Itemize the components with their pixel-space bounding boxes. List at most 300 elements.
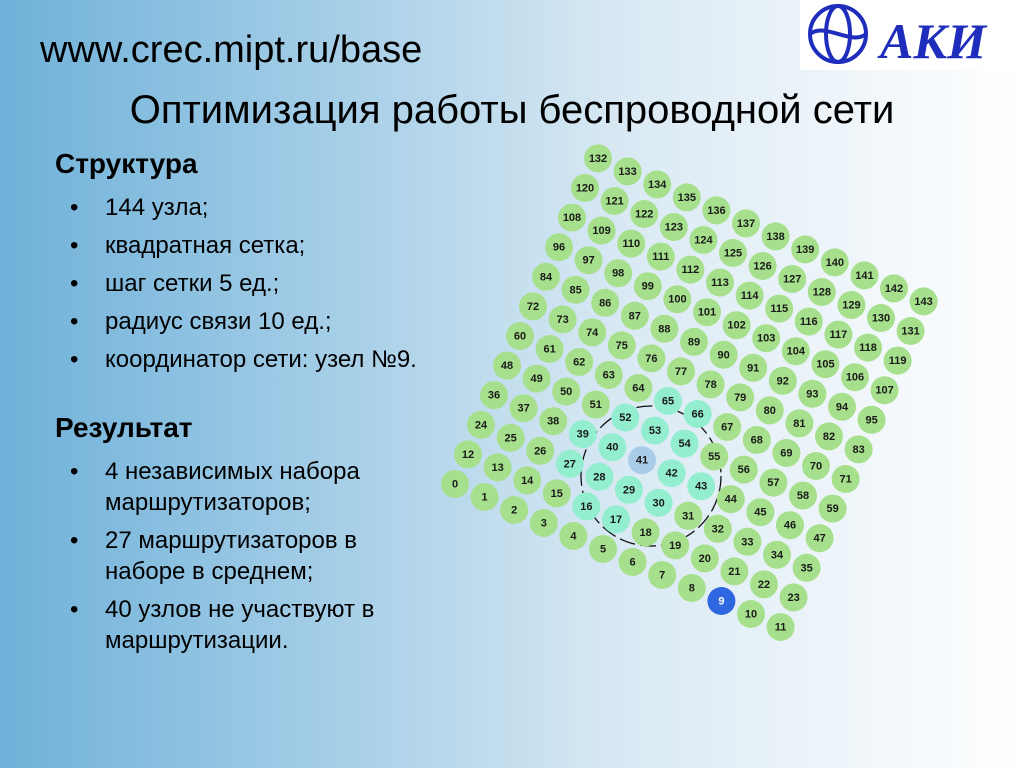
node-label: 78: [704, 378, 717, 391]
node-label: 136: [707, 204, 726, 217]
network-node: [897, 317, 925, 345]
network-node: [710, 341, 738, 369]
node-label: 95: [865, 414, 878, 427]
network-node: [884, 347, 912, 375]
node-label: 85: [569, 284, 582, 297]
node-label: 82: [822, 430, 836, 443]
network-node: [654, 387, 682, 415]
network-node: [824, 321, 852, 349]
node-label: 87: [628, 310, 641, 323]
structure-heading: Структура: [55, 148, 198, 179]
node-label: 135: [677, 191, 696, 204]
network-node: [523, 365, 551, 393]
node-label: 102: [727, 319, 746, 332]
network-node: [767, 613, 795, 641]
node-label: 67: [721, 421, 734, 434]
node-label: 22: [757, 578, 771, 591]
node-label: 88: [658, 323, 671, 336]
node-label: 93: [806, 388, 819, 401]
network-node: [785, 409, 813, 437]
node-label: 132: [588, 152, 608, 165]
node-label: 14: [521, 474, 534, 487]
slide-title: Оптимизация работы беспроводной сети: [129, 88, 895, 132]
network-node: [762, 222, 790, 250]
network-node: [493, 352, 521, 380]
node-label: 41: [635, 454, 649, 467]
network-node: [549, 305, 577, 333]
network-node: [604, 259, 632, 287]
network-node: [739, 354, 767, 382]
node-label: 110: [622, 238, 641, 251]
node-label: 91: [747, 362, 760, 375]
network-node: [565, 348, 593, 376]
node-label: 101: [697, 306, 717, 319]
node-label: 13: [491, 461, 504, 474]
node-label: 25: [504, 432, 517, 445]
node-label: 46: [783, 519, 797, 532]
network-node: [526, 437, 554, 465]
node-label: 137: [736, 217, 756, 230]
node-label: 63: [602, 369, 615, 382]
node-label: 112: [681, 264, 700, 277]
node-label: 105: [816, 358, 835, 371]
list-item: • радиус связи 10 ед.;: [70, 308, 332, 335]
node-label: 50: [560, 386, 573, 399]
node-label: 19: [669, 539, 682, 552]
bullet-icon: •: [70, 527, 79, 554]
node-label: 12: [461, 448, 475, 461]
node-label: 48: [500, 360, 514, 373]
node-label: 29: [622, 484, 636, 497]
node-label: 104: [786, 345, 805, 358]
node-label: 89: [687, 336, 701, 349]
network-node: [643, 170, 671, 198]
node-label: 81: [793, 417, 806, 430]
node-label: 123: [664, 221, 683, 234]
network-node: [585, 463, 613, 491]
node-label: 26: [534, 445, 547, 458]
network-node: [732, 209, 760, 237]
node-label: 68: [750, 434, 763, 447]
node-label: 106: [845, 371, 865, 384]
node-label: 100: [668, 293, 687, 306]
network-node: [759, 469, 787, 497]
node-label: 79: [734, 391, 747, 404]
node-label: 16: [580, 500, 593, 513]
network-node: [595, 361, 623, 389]
node-label: 32: [711, 523, 724, 536]
node-label: 86: [599, 297, 612, 310]
node-label: 142: [884, 282, 904, 295]
node-label: 130: [871, 312, 891, 325]
network-node: [700, 443, 728, 471]
node-label: 51: [589, 399, 602, 412]
network-node: [647, 243, 675, 271]
node-label: 76: [645, 352, 658, 365]
node-label: 140: [825, 256, 844, 269]
network-node: [671, 430, 699, 458]
node-label: 31: [682, 510, 695, 523]
node-label: 114: [740, 290, 759, 303]
node-label: 75: [615, 339, 628, 352]
node-label: 33: [741, 536, 754, 549]
node-label: 94: [835, 401, 849, 414]
node-label: 121: [605, 195, 624, 208]
node-label: 125: [723, 247, 743, 260]
network-node: [706, 269, 734, 297]
node-label: 57: [767, 477, 780, 490]
node-label: 139: [796, 243, 815, 256]
network-node: [641, 417, 669, 445]
node-label: 23: [787, 591, 800, 604]
node-label: 138: [766, 230, 785, 243]
network-node: [578, 318, 606, 346]
network-node: [837, 291, 865, 319]
node-label: 109: [592, 225, 611, 238]
network-node: [858, 406, 886, 434]
network-node: [621, 302, 649, 330]
node-label: 133: [618, 165, 637, 178]
node-label: 36: [487, 389, 501, 402]
network-node: [697, 370, 725, 398]
network-node: [702, 196, 730, 224]
network-node: [591, 289, 619, 317]
network-node: [730, 456, 758, 484]
network-node: [780, 583, 808, 611]
network-node: [619, 548, 647, 576]
network-node: [441, 470, 469, 498]
network-node: [562, 276, 590, 304]
list-item: • квадратная сетка;: [70, 232, 306, 259]
structure-list: [70, 192, 440, 382]
network-node: [871, 376, 899, 404]
globe-icon: [810, 6, 866, 62]
bullet-icon: •: [70, 270, 79, 297]
node-label: 124: [694, 234, 713, 247]
network-node: [648, 561, 676, 589]
network-node: [497, 424, 525, 452]
bullet-icon: •: [70, 232, 79, 259]
node-label: 6: [629, 556, 636, 569]
network-node: [467, 411, 495, 439]
network-node: [749, 252, 777, 280]
network-node: [480, 381, 508, 409]
node-label: 8: [688, 582, 695, 595]
network-node: [543, 479, 571, 507]
node-label: 20: [698, 552, 711, 565]
network-node: [832, 465, 860, 493]
network-node: [582, 391, 610, 419]
network-node: [674, 502, 702, 530]
node-label: 60: [513, 330, 527, 343]
network-node: [630, 200, 658, 228]
network-node: [704, 515, 732, 543]
node-label: 7: [659, 569, 666, 582]
network-node: [556, 450, 584, 478]
node-label: 4: [570, 530, 577, 543]
network-node: [819, 495, 847, 523]
result-list: [70, 456, 440, 663]
network-node: [598, 433, 626, 461]
aki-logo: [800, 0, 1024, 70]
node-label: 116: [799, 316, 818, 329]
node-label: 35: [800, 562, 813, 575]
network-node: [506, 322, 534, 350]
node-label: 71: [839, 473, 852, 486]
network-node: [484, 453, 512, 481]
site-url: www.crec.mipt.ru/base: [40, 29, 423, 71]
network-node: [589, 535, 617, 563]
node-label: 54: [678, 438, 691, 451]
network-node: [569, 420, 597, 448]
network-node: [736, 282, 764, 310]
node-label: 45: [754, 506, 767, 519]
node-label: 27: [563, 458, 576, 471]
network-node: [828, 393, 856, 421]
network-node: [733, 528, 761, 556]
network-node: [673, 183, 701, 211]
network-node: [880, 274, 908, 302]
network-node: [782, 337, 810, 365]
node-label: 53: [648, 425, 662, 438]
network-node: [558, 204, 586, 232]
network-node: [717, 485, 745, 513]
node-label: 127: [783, 273, 802, 286]
network-node: [720, 557, 748, 585]
network-node: [746, 498, 774, 526]
list-item: • 144 узла;: [70, 194, 209, 221]
network-node: [867, 304, 895, 332]
network-node: [684, 400, 712, 428]
node-label: 1: [481, 491, 488, 504]
network-node: [789, 482, 817, 510]
network-node: [660, 213, 688, 241]
node-label: 143: [914, 295, 933, 308]
network-node: [689, 226, 717, 254]
network-node: [691, 544, 719, 572]
network-node: [795, 308, 823, 336]
network-node: [617, 230, 645, 258]
network-node: [850, 261, 878, 289]
node-label: 80: [763, 404, 776, 417]
node-label: 43: [695, 480, 708, 493]
list-item: • 27 маршрутизаторов в наборе в среднем;: [70, 527, 358, 585]
node-label: 55: [708, 451, 721, 464]
node-label: 97: [582, 254, 595, 267]
node-label: 24: [474, 419, 488, 432]
node-label: 30: [652, 497, 665, 510]
network-node: [726, 383, 754, 411]
node-label: 83: [852, 443, 865, 456]
network-node: [769, 367, 797, 395]
list-item: • 4 независимых набора маршрутизаторов;: [70, 458, 360, 516]
network-node: [693, 298, 721, 326]
node-label: 17: [609, 513, 623, 526]
node-label: 92: [776, 375, 789, 388]
node-label: 2: [511, 504, 518, 517]
network-node: [752, 324, 780, 352]
list-item: • 40 узлов не участвуют в маршрутизации.: [70, 596, 375, 654]
node-label: 9: [718, 595, 725, 608]
network-node: [815, 422, 843, 450]
node-label: 44: [724, 493, 737, 506]
node-label: 47: [813, 532, 826, 545]
network-node: [667, 357, 695, 385]
node-label: 28: [593, 471, 606, 484]
network-node: [713, 413, 741, 441]
network-node: [743, 426, 771, 454]
network-node: [680, 328, 708, 356]
node-label: 58: [796, 490, 810, 503]
bullet-icon: •: [70, 458, 79, 485]
network-node: [645, 489, 673, 517]
network-node: [634, 272, 662, 300]
network-node: [539, 407, 567, 435]
node-label: 65: [661, 395, 675, 408]
network-node: [650, 315, 678, 343]
network-node: [575, 246, 603, 274]
node-label: 99: [641, 280, 654, 293]
network-node: [776, 511, 804, 539]
network-node: [559, 522, 587, 550]
network-node: [778, 265, 806, 293]
network-node: [854, 334, 882, 362]
network-node: [602, 505, 630, 533]
network-node: [588, 217, 616, 245]
node-label: 117: [829, 329, 848, 342]
network-node: [663, 285, 691, 313]
network-node: [841, 363, 869, 391]
network-node: [707, 587, 735, 615]
node-label: 84: [539, 271, 553, 284]
network-node: [624, 374, 652, 402]
node-label: 34: [770, 549, 784, 562]
node-label: 49: [530, 373, 543, 386]
bullet-icon: •: [70, 194, 79, 221]
network-node: [536, 335, 564, 363]
node-label: 111: [652, 251, 670, 264]
network-node: [571, 174, 599, 202]
network-node: [513, 466, 541, 494]
network-node: [471, 483, 499, 511]
network-node: [614, 157, 642, 185]
node-label: 90: [717, 349, 730, 362]
logo-text: АКИ: [880, 13, 987, 69]
node-label: 141: [855, 269, 874, 282]
bullet-icon: •: [70, 596, 79, 623]
node-label: 56: [737, 464, 750, 477]
list-item: • координатор сети: узел №9.: [70, 346, 417, 373]
network-node: [532, 263, 560, 291]
network-node: [756, 396, 784, 424]
node-label: 70: [809, 460, 823, 473]
node-label: 128: [812, 286, 831, 299]
node-label: 108: [562, 212, 582, 225]
node-label: 15: [550, 487, 563, 500]
network-node: [615, 476, 643, 504]
network-node: [808, 278, 836, 306]
node-label: 134: [648, 178, 667, 191]
node-label: 40: [606, 441, 619, 454]
node-label: 11: [774, 621, 787, 634]
network-node: [637, 344, 665, 372]
network-node: [628, 446, 656, 474]
node-label: 21: [728, 565, 741, 578]
network-node: [821, 248, 849, 276]
bullet-icon: •: [70, 308, 79, 335]
node-label: 103: [757, 332, 776, 345]
node-label: 119: [888, 355, 907, 368]
node-label: 113: [711, 277, 729, 290]
network-node: [802, 452, 830, 480]
network-node: [678, 574, 706, 602]
network-node: [793, 554, 821, 582]
node-label: 77: [674, 365, 688, 378]
network-node: [811, 350, 839, 378]
node-label: 126: [753, 260, 772, 273]
network-node: [454, 440, 482, 468]
network-node: [658, 459, 686, 487]
node-label: 107: [875, 384, 894, 397]
network-node: [545, 233, 573, 261]
network-node: [910, 287, 938, 315]
network-node: [798, 380, 826, 408]
node-label: 72: [526, 300, 540, 313]
network-node: [530, 509, 558, 537]
network-node: [845, 435, 873, 463]
node-label: 122: [635, 208, 654, 221]
node-label: 59: [826, 503, 839, 516]
node-label: 10: [744, 608, 758, 621]
network-node: [763, 541, 791, 569]
node-label: 0: [451, 478, 459, 491]
node-label: 61: [543, 343, 556, 356]
node-label: 74: [586, 326, 599, 339]
result-heading: Результат: [55, 412, 193, 443]
node-label: 52: [619, 412, 632, 425]
network-node: [765, 295, 793, 323]
node-label: 37: [517, 402, 530, 415]
node-label: 38: [547, 415, 560, 428]
node-label: 131: [901, 325, 920, 338]
node-label: 42: [665, 467, 678, 480]
node-label: 5: [599, 543, 607, 556]
node-label: 118: [859, 342, 877, 355]
network-node: [519, 292, 547, 320]
node-label: 3: [540, 517, 547, 530]
network-node: [806, 524, 834, 552]
node-label: 39: [576, 428, 589, 441]
network-node: [772, 439, 800, 467]
network-node: [723, 311, 751, 339]
node-label: 129: [842, 299, 861, 312]
network-node: [791, 235, 819, 263]
network-node: [572, 492, 600, 520]
network-node: [676, 256, 704, 284]
network-node: [611, 404, 639, 432]
node-label: 115: [770, 303, 789, 316]
node-label: 120: [575, 182, 595, 195]
node-label: 73: [556, 313, 569, 326]
node-label: 66: [691, 408, 704, 421]
network-node: [737, 600, 765, 628]
network-node: [632, 518, 660, 546]
network-node: [584, 144, 612, 172]
network-node: [687, 472, 715, 500]
node-label: 96: [552, 241, 566, 254]
node-label: 64: [632, 382, 645, 395]
network-node: [661, 531, 689, 559]
